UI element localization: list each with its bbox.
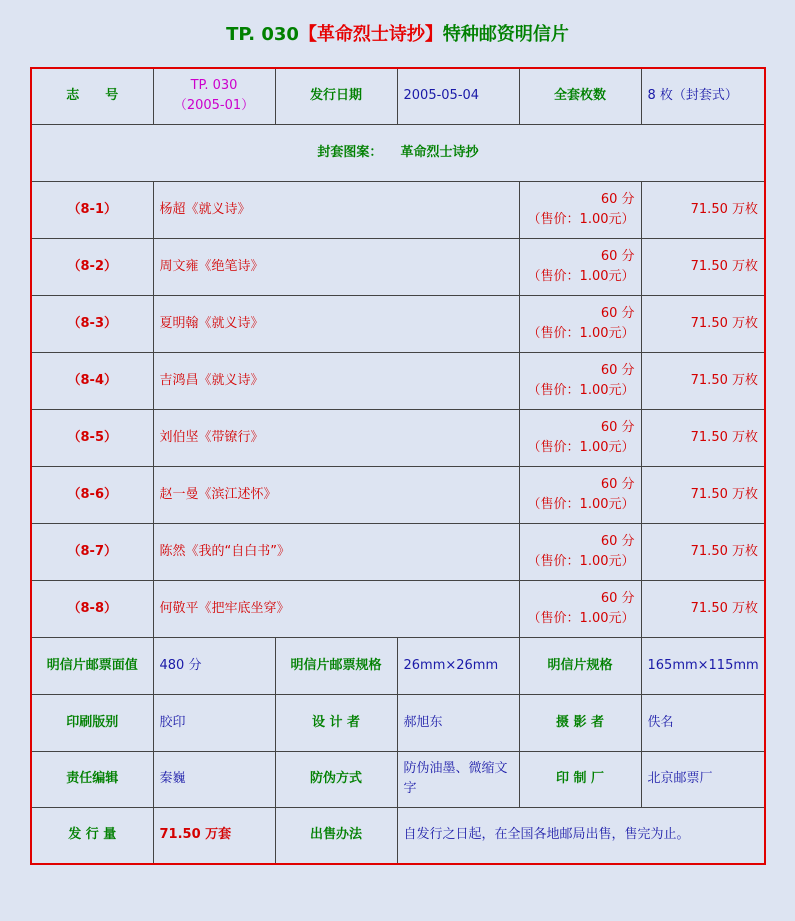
specs-row-size	[31, 637, 765, 694]
card-price	[519, 352, 641, 409]
print-method-label: 印刷版别	[31, 694, 153, 751]
cover-row	[31, 124, 765, 181]
table-row	[31, 238, 765, 295]
card-face-value: 60 分	[600, 191, 635, 207]
stamp-info-table	[30, 67, 766, 865]
card-quantity: 71.50 万枚	[641, 295, 765, 352]
cover-cell	[31, 124, 765, 181]
card-title: 夏明翰《就义诗》	[153, 295, 519, 352]
card-title: 刘伯坚《带镣行》	[153, 409, 519, 466]
card-title: 吉鸿昌《就义诗》	[153, 352, 519, 409]
issue-date-label: 发行日期	[275, 68, 397, 124]
cover-value: 革命烈士诗抄	[400, 144, 479, 160]
stamp-size-value: 26mm×26mm	[397, 637, 519, 694]
editor-value: 秦巍	[153, 751, 275, 807]
zhihao-code: TP. 030	[190, 78, 238, 94]
card-title: 周文雍《绝笔诗》	[153, 238, 519, 295]
card-sale-price: （售价：1.00元）	[527, 211, 635, 227]
card-face-value: 60 分	[600, 419, 635, 435]
card-quantity: 71.50 万枚	[641, 352, 765, 409]
card-title: 陈然《我的“自白书”》	[153, 523, 519, 580]
zhihao-value	[153, 68, 275, 124]
table-row	[31, 295, 765, 352]
card-price	[519, 580, 641, 637]
designer-label: 设 计 者	[275, 694, 397, 751]
card-price	[519, 295, 641, 352]
card-number: （8-2）	[31, 238, 153, 295]
card-quantity: 71.50 万枚	[641, 523, 765, 580]
card-title: 杨超《就义诗》	[153, 181, 519, 238]
issue-quantity-label: 发 行 量	[31, 807, 153, 864]
table-row	[31, 466, 765, 523]
card-number: （8-5）	[31, 409, 153, 466]
zhihao-label: 志 号	[31, 68, 153, 124]
set-count-value: 8 枚（封套式）	[641, 68, 765, 124]
card-title: 何敬平《把牢底坐穿》	[153, 580, 519, 637]
set-count-label: 全套枚数	[519, 68, 641, 124]
card-size-value: 165mm×115mm	[641, 637, 765, 694]
photographer-value: 佚名	[641, 694, 765, 751]
specs-row-editor	[31, 751, 765, 807]
printer-value: 北京邮票厂	[641, 751, 765, 807]
card-price	[519, 238, 641, 295]
header-row	[31, 68, 765, 124]
card-face-value: 60 分	[600, 248, 635, 264]
card-title: 赵一曼《滨江述怀》	[153, 466, 519, 523]
card-quantity: 71.50 万枚	[641, 580, 765, 637]
card-price	[519, 409, 641, 466]
title-suffix: 特种邮资明信片	[442, 24, 569, 45]
specs-row-print	[31, 694, 765, 751]
card-quantity: 71.50 万枚	[641, 238, 765, 295]
card-number: （8-6）	[31, 466, 153, 523]
card-number: （8-4）	[31, 352, 153, 409]
sale-method-label: 出售办法	[275, 807, 397, 864]
table-row	[31, 523, 765, 580]
card-sale-price: （售价：1.00元）	[527, 382, 635, 398]
printer-label: 印 制 厂	[519, 751, 641, 807]
card-face-value: 60 分	[600, 305, 635, 321]
photographer-label: 摄 影 者	[519, 694, 641, 751]
sale-method-value: 自发行之日起，在全国各地邮局出售，售完为止。	[397, 807, 765, 864]
title-name: 【革命烈士诗抄】	[298, 24, 443, 45]
face-value-label: 明信片邮票面值	[31, 637, 153, 694]
card-quantity: 71.50 万枚	[641, 181, 765, 238]
card-sale-price: （售价：1.00元）	[527, 553, 635, 569]
table-row	[31, 352, 765, 409]
card-price	[519, 181, 641, 238]
table-row	[31, 409, 765, 466]
card-face-value: 60 分	[600, 476, 635, 492]
issue-date-value: 2005-05-04	[397, 68, 519, 124]
card-number: （8-3）	[31, 295, 153, 352]
cover-label: 封套图案：	[317, 144, 383, 160]
card-sale-price: （售价：1.00元）	[527, 496, 635, 512]
card-price	[519, 523, 641, 580]
page-title	[0, 22, 795, 48]
print-method-value: 胶印	[153, 694, 275, 751]
anti-counterfeit-label: 防伪方式	[275, 751, 397, 807]
specs-row-issue	[31, 807, 765, 864]
stamp-size-label: 明信片邮票规格	[275, 637, 397, 694]
card-number: （8-8）	[31, 580, 153, 637]
editor-label: 责任编辑	[31, 751, 153, 807]
card-face-value: 60 分	[600, 533, 635, 549]
card-sale-price: （售价：1.00元）	[527, 325, 635, 341]
designer-value: 郝旭东	[397, 694, 519, 751]
card-face-value: 60 分	[600, 362, 635, 378]
card-face-value: 60 分	[600, 590, 635, 606]
card-size-label: 明信片规格	[519, 637, 641, 694]
card-number: （8-1）	[31, 181, 153, 238]
issue-quantity-value: 71.50 万套	[153, 807, 275, 864]
table-row	[31, 580, 765, 637]
card-sale-price: （售价：1.00元）	[527, 268, 635, 284]
table-row	[31, 181, 765, 238]
zhihao-year: （2005-01）	[173, 98, 255, 114]
card-price	[519, 466, 641, 523]
card-sale-price: （售价：1.00元）	[527, 610, 635, 626]
card-quantity: 71.50 万枚	[641, 466, 765, 523]
card-number: （8-7）	[31, 523, 153, 580]
card-sale-price: （售价：1.00元）	[527, 439, 635, 455]
anti-counterfeit-value: 防伪油墨、微缩文字	[397, 751, 519, 807]
card-quantity: 71.50 万枚	[641, 409, 765, 466]
face-value: 480 分	[153, 637, 275, 694]
title-code: TP. 030	[226, 24, 299, 45]
